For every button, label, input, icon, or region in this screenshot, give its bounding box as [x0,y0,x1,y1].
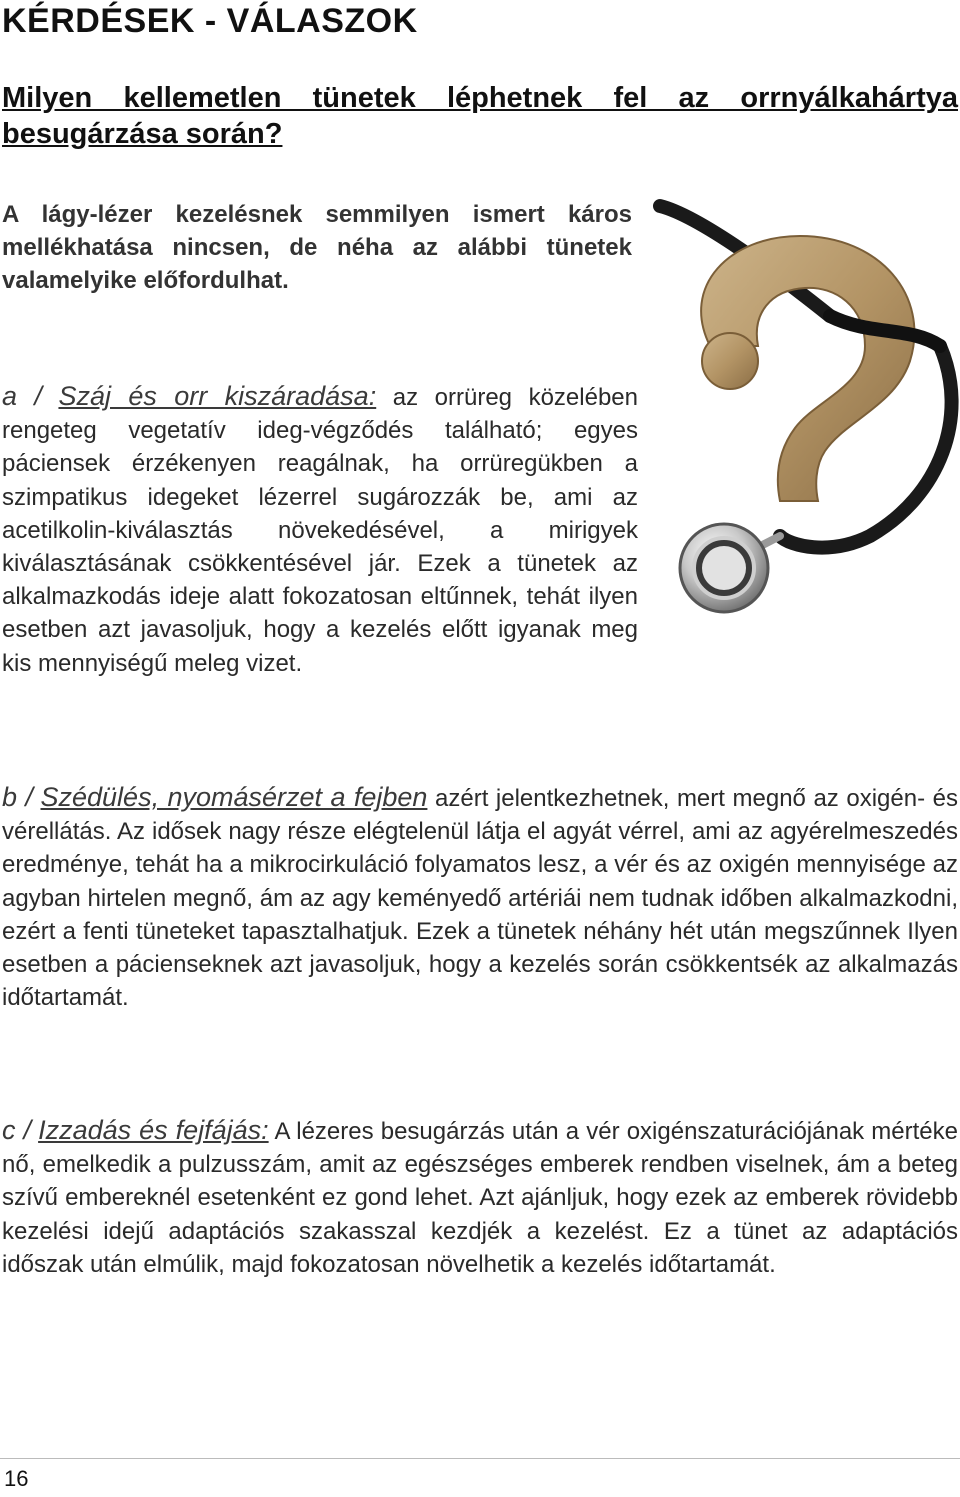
item-a-prefix: a / [2,381,42,411]
page-title: KÉRDÉSEK - VÁLASZOK [2,2,418,40]
intro-paragraph: A lágy-lézer kezelésnek semmilyen ismert káros mellékhatása nincsen, de néha az alábbi tünetek valamelyike előfordulhat. [2,201,632,294]
footer-divider [0,1458,960,1459]
illustration-wrap [638,380,958,635]
item-b-term: Szédülés, nyomásérzet a fejben [40,782,428,812]
item-c-text: A lézeres besugárzás után a vér oxigénszaturációjának mértéke nő, emelkedik a pulzusszám, amit az egészséges emberek rendben viselnek, ám a beteg szívű embereknél esetenként ez gond lehet. Azt ajánljuk, hogy ezek az emberek rövidebb kezelési idejű adaptációs szakasszal kezdjék a kezelést. Ez a tünet az adaptációs időszak után elmúlik, majd fokozatosan növelhetik a kezelés időtartamát. [2,1118,958,1278]
answer-item-a [2,380,958,680]
item-c-prefix: c / [2,1115,31,1145]
question-heading: Milyen kellemetlen tünetek léphetnek fel az orrnyálkahártya besugárzása során? [2,82,958,150]
answer-item-c [2,1114,958,1281]
answer-item-b [2,781,958,1014]
page-number: 16 [4,1466,29,1491]
item-a-term: Száj és orr kiszáradása: [58,381,377,411]
item-a-text: az orrüreg közelében rengeteg vegetatív ideg-végződés található; egyes páciensek érzékenyen reagálnak, ha orrüregükben a szimpatikus idegeket lézerrel sugározzák be, ami az acetilkolin-kiválasztás növekedésével, a mirigyek kiválasztásának csökkentésével jár. Ezek a tünetek az alkalmazkodás ideje alatt fokozatosan eltűnnek, tehát ilyen esetben azt javasoljuk, hogy a kezelés előtt igyanak meg kis mennyiségű meleg vizet. [2,384,638,677]
item-b-prefix: b / [2,782,33,812]
item-c-term: Izzadás és fejfájás: [38,1115,269,1145]
item-b-text: azért jelentkezhetnek, mert megnő az oxigén- és vérellátás. Az idősek nagy része elégtelenül látja el agyát vérrel, ami az agyérelmeszedés eredménye, tehát ha a mikrocirkuláció folyamatos lesz, a vér és az oxigén mennyisége az agyban hirtelen megnő, ám az agy keményedő artériái nem tudnak időben alkalmazkodni, ezért a fenti tüneteket tapasztalhatjuk. Ezek a tünetek néhány hét után megszűnnek Ilyen esetben a pácienseknek azt javasoljuk, hogy a kezelés során csökkentsék az alkalmazás időtartamát. [2,785,958,1012]
